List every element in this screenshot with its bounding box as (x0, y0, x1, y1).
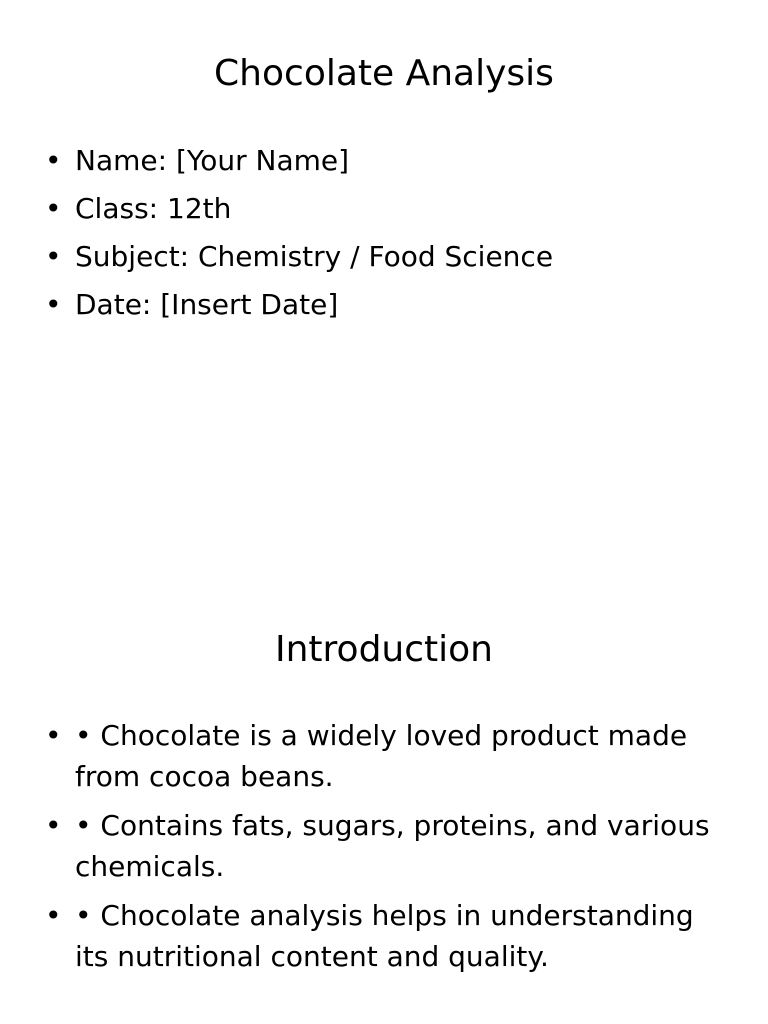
list-item-text: • Contains fats, sugars, proteins, and various chemicals. (75, 809, 710, 883)
list-item-text: Name: [Your Name] (75, 144, 350, 177)
slide-title: Chocolate Analysis (214, 53, 554, 94)
slide-title: Introduction (274, 629, 493, 670)
bullet-list (0, 137, 730, 329)
list-item (0, 185, 730, 233)
bullet-icon: • (45, 144, 62, 177)
list-item-text: • Chocolate is a widely loved product made from cocoa beans. (75, 719, 688, 793)
list-item (0, 281, 730, 329)
bullet-icon: • (45, 288, 62, 321)
list-item-text: • Chocolate analysis helps in understanding its nutritional content and quality. (75, 899, 694, 973)
list-item-text: Date: [Insert Date] (75, 288, 339, 321)
bullet-icon: • (45, 899, 62, 932)
bullet-icon: • (45, 192, 62, 225)
slide-introduction (0, 576, 768, 1024)
bullet-icon: • (45, 809, 62, 842)
list-item-text: Subject: Chemistry / Food Science (75, 240, 554, 273)
list-item (0, 233, 730, 281)
list-item (0, 805, 730, 887)
list-item-text: Class: 12th (75, 192, 232, 225)
bullet-icon: • (45, 240, 62, 273)
list-item (0, 895, 730, 977)
list-item (0, 715, 730, 797)
bullet-icon: • (45, 719, 62, 752)
list-item (0, 137, 730, 185)
bullet-list (0, 715, 730, 985)
